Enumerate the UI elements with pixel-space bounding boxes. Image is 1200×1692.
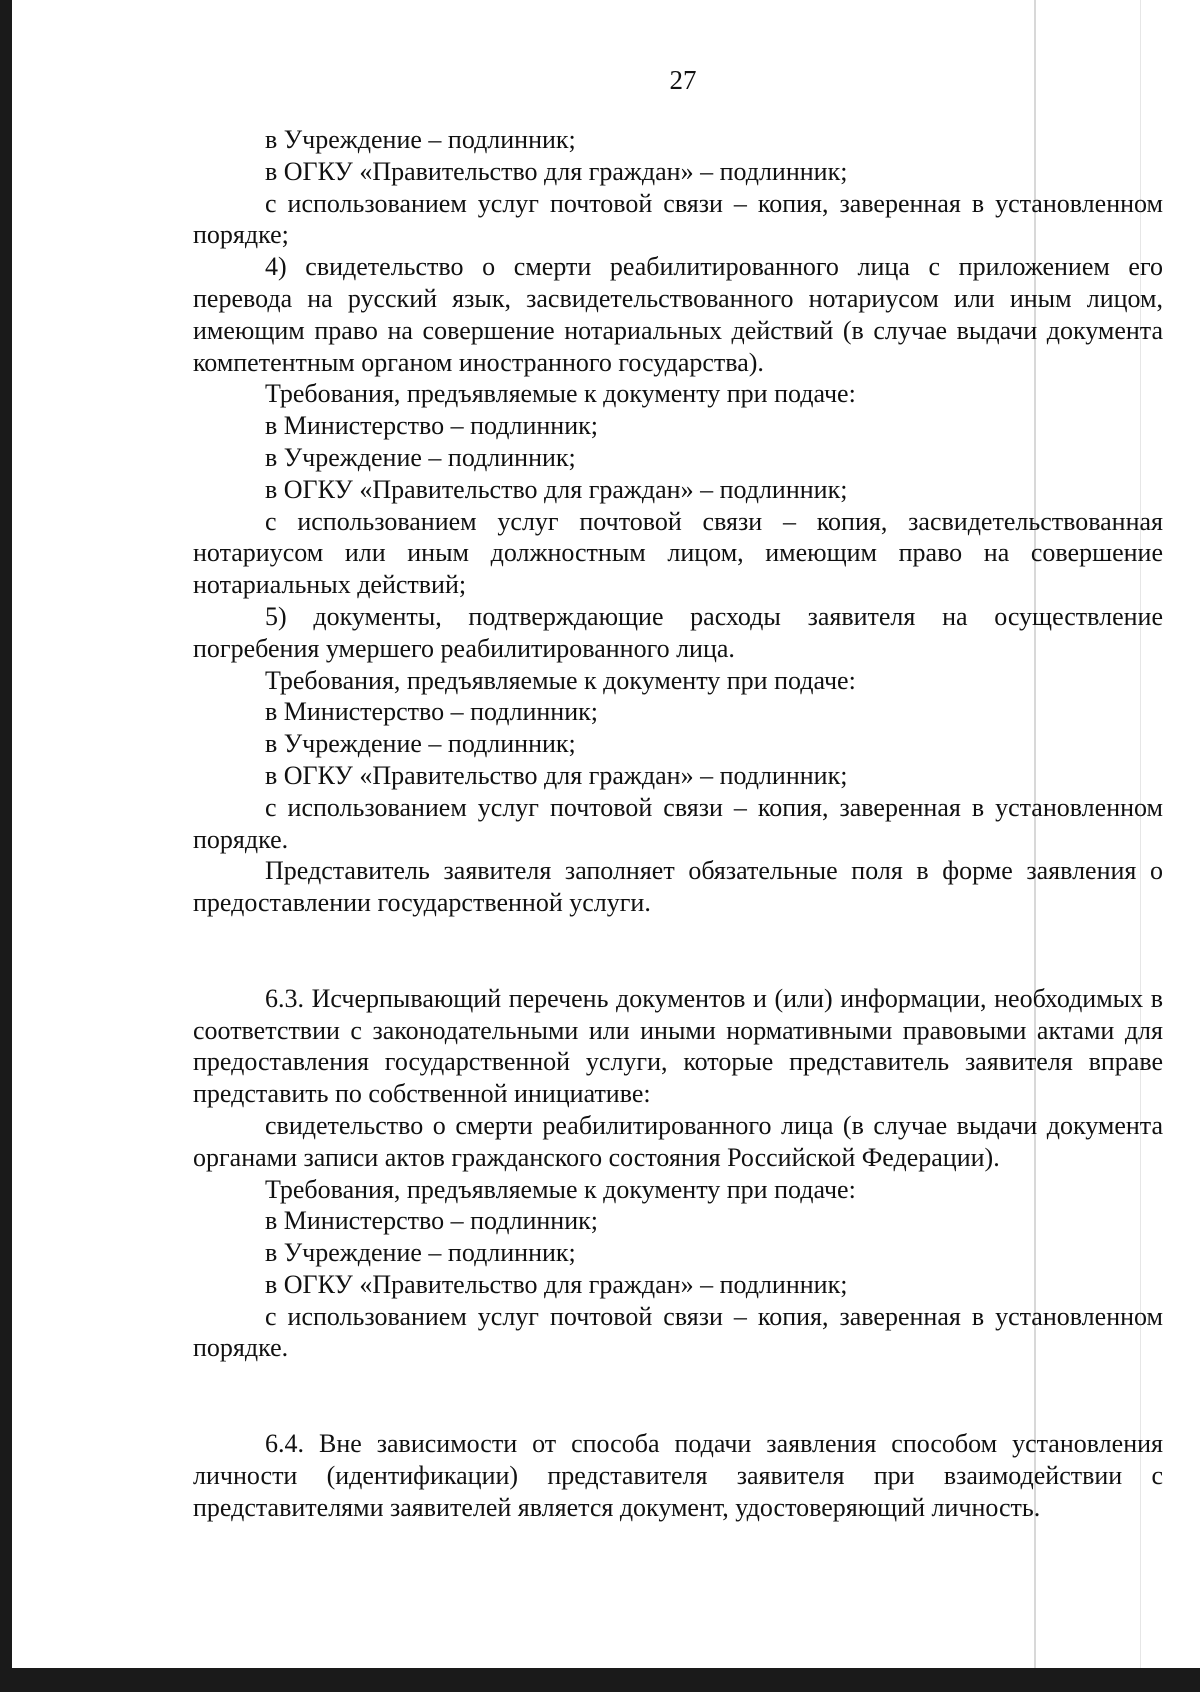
paragraph: Представитель заявителя заполняет обязательные поля в форме заявления о предоставлении государственной услуги. [193,856,1163,918]
paragraph: Требования, предъявляемые к документу при подаче: [265,1174,856,1204]
paragraph: в ОГКУ «Правительство для граждан» – подлинник; [265,760,848,790]
paragraph: Требования, предъявляемые к документу при подаче: [265,665,856,695]
paragraph: свидетельство о смерти реабилитированного лица (в случае выдачи документа органами записи актов гражданского состояния Российской Федерации). [193,1110,1163,1172]
document-page [193,60,1163,1523]
paragraph: 6.3. Исчерпывающий перечень документов и (или) информации, необходимых в соответствии с законодательными или иными нормативными правовыми актами для предоставления государственной услуги, которые представитель заявителя вправе представить по собственной инициативе: [193,983,1163,1109]
paragraph: в ОГКУ «Правительство для граждан» – подлинник; [265,474,848,504]
paragraph: в Учреждение – подлинник; [265,729,576,759]
paragraph: в Учреждение – подлинник; [265,1238,576,1268]
paragraph: Требования, предъявляемые к документу при подаче: [265,379,856,409]
paragraph: в Учреждение – подлинник; [265,125,576,154]
paragraph: в Министерство – подлинник; [265,697,598,727]
paragraph: с использованием услуг почтовой связи – копия, заверенная в установленном порядке. [193,1301,1163,1363]
paragraph: с использованием услуг почтовой связи – копия, заверенная в установленном порядке; [193,188,1163,250]
paragraph: в ОГКУ «Правительство для граждан» – подлинник; [265,1269,848,1299]
scan-border-bottom [0,1668,1200,1692]
paragraph: в Учреждение – подлинник; [265,442,576,472]
paragraph: с использованием услуг почтовой связи – копия, заверенная в установленном порядке. [193,792,1163,854]
paragraph-spacer [193,935,1163,967]
paragraph: с использованием услуг почтовой связи – копия, засвидетельствованная нотариусом или иным должностным лицом, имеющим право на совершение нотариальных действий; [193,506,1163,600]
paragraph: 4) свидетельство о смерти реабилитированного лица с приложением его перевода на русский язык, засвидетельствованного нотариусом или иным лицом, имеющим право на совершение нотариальных действий (в случае выдачи документа компетентным органом иностранного государства). [193,252,1163,377]
scan-border-left [0,0,12,1692]
paragraph: 5) документы, подтверждающие расходы заявителя на осуществление погребения умершего реабилитированного лица. [193,601,1163,663]
paragraph: в Министерство – подлинник; [265,1206,598,1236]
paragraph-spacer [193,1380,1163,1412]
paragraph: 6.4. Вне зависимости от способа подачи заявления способом установления личности (идентификации) представителя заявителя при взаимодействии с представителями заявителей является документ, удостоверяющий личность. [193,1429,1163,1522]
paragraph: в ОГКУ «Правительство для граждан» – подлинник; [265,156,848,186]
paragraph: в Министерство – подлинник; [265,411,598,441]
page-number: 27 [669,65,697,95]
document-body [193,124,1163,1523]
